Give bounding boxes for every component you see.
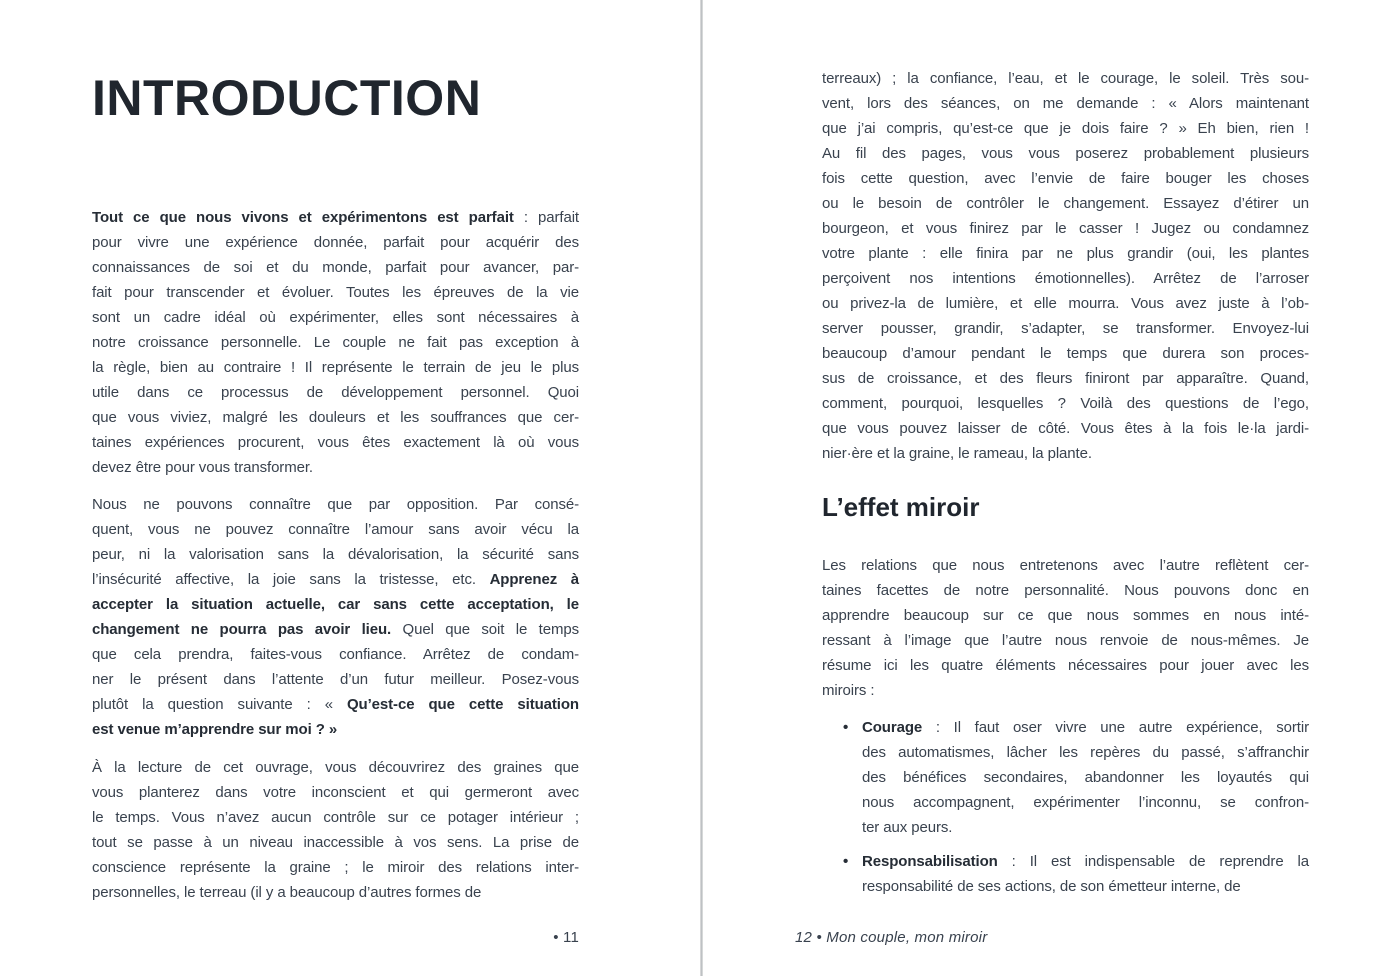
text-line: le temps. Vous n’avez aucun contrôle sur ce potager intérieur ; [92,809,579,826]
text-line: fois cette question, avec l’envie de faire bouger les choses [822,170,1309,187]
text-line: bourgeon, et vous finirez par le casser ! Jugez ou condamnez [822,220,1309,237]
page-right [703,0,1400,976]
text-line: résume ici les quatre éléments nécessaires pour jouer avec les [822,657,1309,674]
bullet-icon: • [843,853,849,870]
text-line: est venue m’apprendre sur moi ? » [92,721,338,738]
text-line: des bénéfices secondaires, abandonner les loyautés qui [862,769,1309,786]
text-line: À la lecture de cet ouvrage, vous découvrirez des graines que [92,759,579,776]
bullet-text [862,715,1309,840]
text-line: ter aux peurs. [862,819,953,836]
text-line: que cela prendra, faites-vous confiance. Arrêtez de condam- [92,646,579,663]
text-line: personnelles, le terreau (il y a beaucoup d’autres formes de [92,884,482,901]
text-line: connaissances de soi et du monde, parfait pour avancer, par- [92,259,579,276]
text-line: Les relations que nous entretenons avec l’autre reflètent cer- [822,557,1309,574]
text-line: apprendre beaucoup sur ce que nous sommes en nous inté- [822,607,1309,624]
text-line: vous planterez dans votre inconscient et qui germeront avec [92,784,579,801]
text-line: ou le besoin de contrôler le changement. Essayez d’étirer un [822,195,1309,212]
text-line: peur, ni la valorisation sans la dévalorisation, la sécurité sans [92,546,579,563]
text-line: utile dans ce processus de développement personnel. Quoi [92,384,579,401]
text-line: notre croissance personnelle. Le couple ne fait pas exception à [92,334,579,351]
text-line: conscience représente la graine ; le miroir des relations inter- [92,859,579,876]
text-line: perçoivent nos intentions émotionnelles). Arrêtez de l’arroser [822,270,1309,287]
text-line: Nous ne pouvons connaître que par opposition. Par consé- [92,496,579,513]
text-line: Au fil des pages, vous vous poserez probablement plusieurs [822,145,1309,162]
text-line: ner le présent dans l’attente d’un futur meilleur. Posez-vous [92,671,579,688]
paragraph [822,553,1309,703]
paragraph [92,205,579,480]
text-line: que vous viviez, malgré les douleurs et les souffrances que cer- [92,409,579,426]
paragraph [92,492,579,742]
paragraph [92,755,579,905]
text-line: ressant à l’image que l’autre nous renvoie de nous-mêmes. Je [822,632,1309,649]
text-line: l’insécurité affective, la joie sans la tristesse, etc. Apprenez à [92,571,579,588]
text-line: sont un cadre idéal où expérimenter, elles sont nécessaires à [92,309,579,326]
text-line: que vous pouvez laisser de côté. Vous êtes à la fois le·la jardi- [822,420,1309,437]
text-line: accepter la situation actuelle, car sans cette acceptation, le [92,596,579,613]
page-number-left: • 11 [553,929,579,946]
text-line: vent, lors des séances, on me demande : « Alors maintenant [822,95,1309,112]
text-line: nier·ère et la graine, le rameau, la plante. [822,445,1092,462]
text-line: miroirs : [822,682,875,699]
text-line: fait pour transcender et évoluer. Toutes les épreuves de la vie [92,284,579,301]
text-line: que j’ai compris, qu’est-ce que je dois faire ? » Eh bien, rien ! [822,120,1309,137]
section-heading: L’effet miroir [822,492,980,522]
text-line: pour vivre une expérience donnée, parfait pour acquérir des [92,234,579,251]
list-item [822,849,1309,899]
text-line: taines facettes de notre personnalité. Nous pouvons donc en [822,582,1309,599]
text-line: la règle, bien au contraire ! Il représente le terrain de jeu le plus [92,359,579,376]
text-line: quent, vous ne pouvez connaître l’amour sans avoir vécu la [92,521,579,538]
text-line: nous accompagnent, expérimenter l’inconnu, se confron- [862,794,1309,811]
text-line: votre plante : elle finira par ne plus grandir (oui, les plantes [822,245,1309,262]
bullet-text [862,849,1309,899]
text-line: Tout ce que nous vivons et expérimentons est parfait : parfait [92,209,579,226]
text-line: changement ne pourra pas avoir lieu. Quel que soit le temps [92,621,579,638]
text-line: ou privez-la de lumière, et elle mourra. Vous avez juste à l’ob- [822,295,1309,312]
text-line: Responsabilisation : Il est indispensable de reprendre la [862,853,1309,870]
text-line: taines expériences procurent, vous êtes exactement là où vous [92,434,579,451]
list-item [822,715,1309,840]
text-line: devez être pour vous transformer. [92,459,313,476]
text-line: des automatismes, lâcher les repères du passé, s’affranchir [862,744,1309,761]
text-line: beaucoup d’amour pendant le temps que durera son proces- [822,345,1309,362]
text-line: sus de croissance, et des fleurs finiront par apparaître. Quand, [822,370,1309,387]
text-line: plutôt la question suivante : « Qu’est-ce que cette situation [92,696,579,713]
text-line: terreaux) ; la confiance, l’eau, et le courage, le soleil. Très sou- [822,70,1309,87]
left-text-column [92,70,579,905]
running-footer-right: 12 • Mon couple, mon miroir [795,929,988,946]
bullet-icon: • [843,719,849,736]
bullet-list [822,715,1309,899]
chapter-title: INTRODUCTION [92,70,482,126]
text-line: responsabilité de ses actions, de son émetteur interne, de [862,878,1241,895]
text-line: comment, pourquoi, lesquelles ? Voilà des questions de l’ego, [822,395,1309,412]
text-line: tout se passe à un niveau inaccessible à vos sens. La prise de [92,834,579,851]
paragraph [822,66,1309,466]
text-line: Courage : Il faut oser vivre une autre expérience, sortir [862,719,1309,736]
text-line: server pousser, grandir, s’adapter, se transformer. Envoyez-lui [822,320,1309,337]
right-text-column [822,66,1309,899]
